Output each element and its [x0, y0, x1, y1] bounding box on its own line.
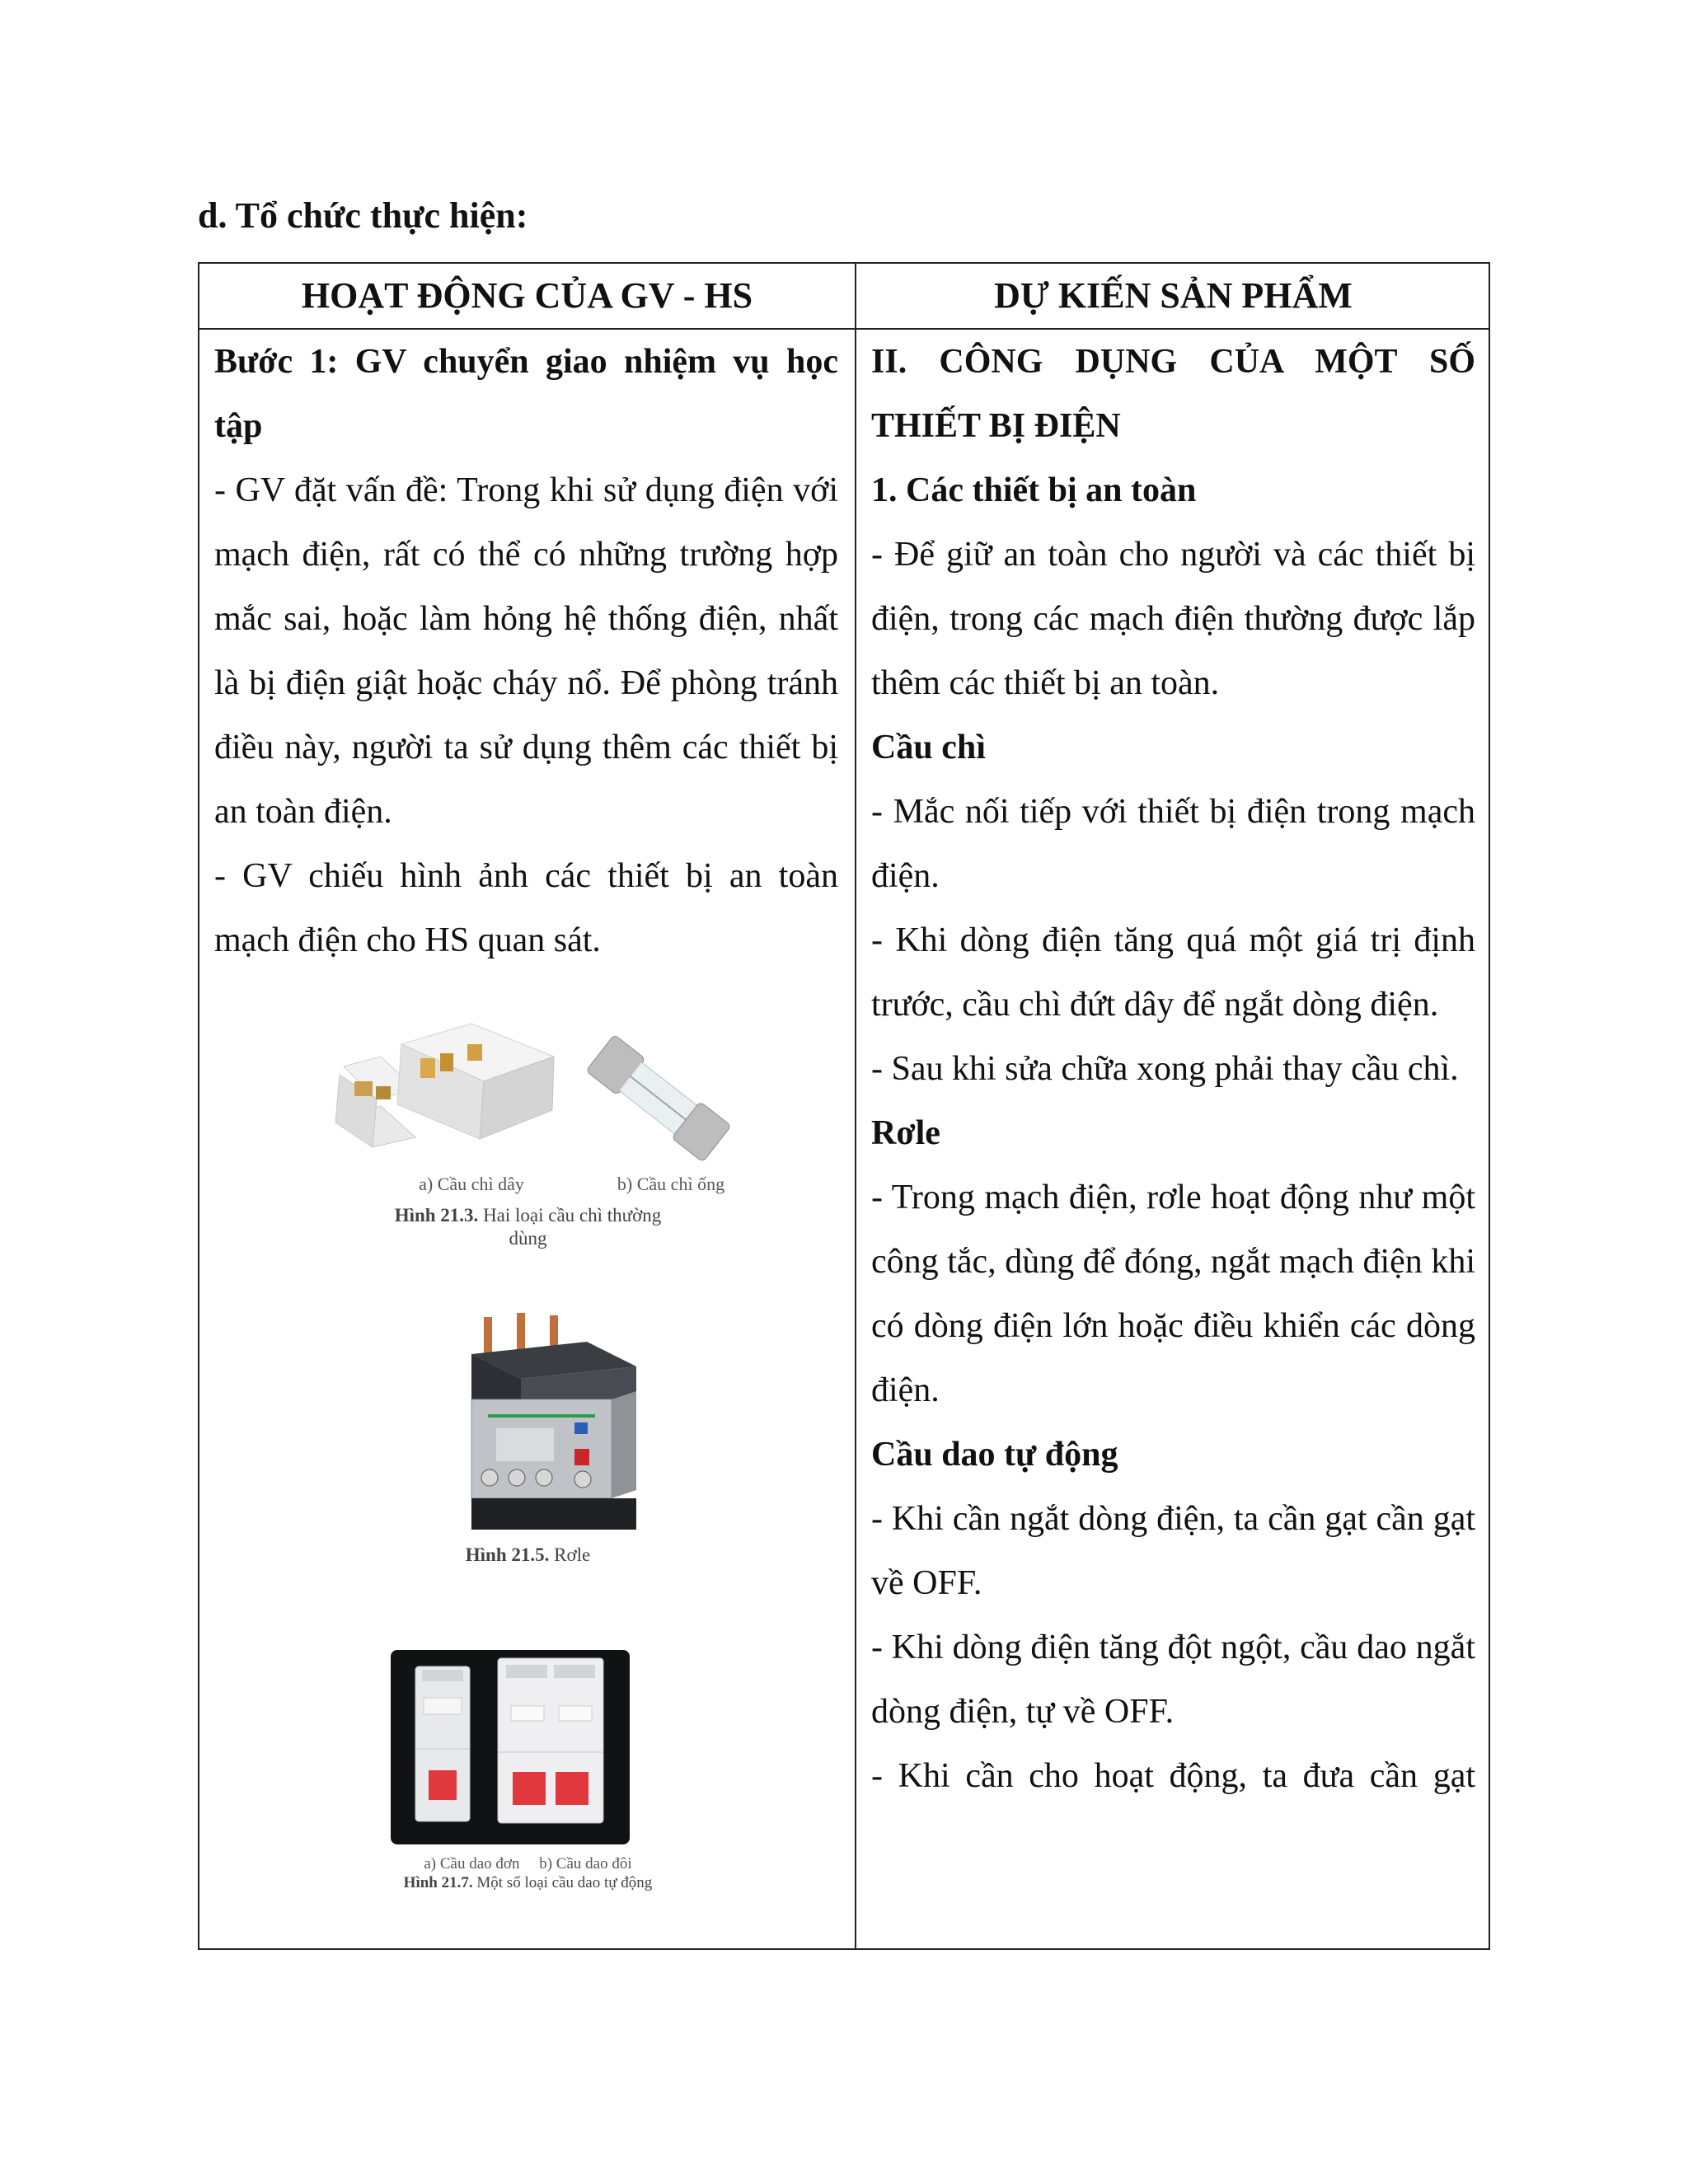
breaker-title: Cầu dao tự động [871, 1436, 1118, 1474]
fig1-caption-text: Hai loại cầu chì thường dùng [483, 1205, 662, 1249]
fuse-text-3: - Sau khi sửa chữa xong phải thay cầu chì. [871, 1050, 1459, 1088]
fig1-caption-number: Hình 21.3. [394, 1205, 479, 1226]
show-images-instruction: - GV chiếu hình ảnh các thiết bị an toàn mạch điện cho HS quan sát. [214, 857, 838, 959]
fig1-caption [392, 1204, 664, 1249]
fig1-label-b: b) Cầu chì ống [617, 1174, 725, 1194]
left-column [214, 330, 838, 972]
header-teacher-student-activity: HOẠT ĐỘNG CỦA GV - HS [301, 275, 753, 316]
fuse-text-2: - Khi dòng điện tăng quá một giá trị định trước, cầu chì đứt dây để ngắt dòng điện. [871, 921, 1475, 1024]
cartridge-fuse-icon [586, 1034, 731, 1162]
step-title-line2: tập [214, 407, 263, 445]
fig2-caption-text: Rơle [554, 1544, 591, 1565]
fig3-caption [199, 1874, 856, 1893]
circuit-breakers-image [199, 1648, 856, 1846]
breaker-text-2: - Khi dòng điện tăng đột ngột, cầu dao ngắt dòng điện, tự về OFF. [871, 1629, 1475, 1731]
relay-icon [471, 1313, 636, 1530]
right-column [871, 330, 1475, 1808]
fig3-label-b: b) Cầu dao đôi [539, 1855, 632, 1872]
fig2-caption [199, 1544, 856, 1567]
activity-table [198, 262, 1490, 1950]
wire-fuse-icon [335, 1024, 554, 1147]
step-title-line1: Bước 1: GV chuyển giao nhiệm vụ học [214, 343, 838, 381]
breaker-text-3: - Khi cần cho hoạt động, ta đưa cần gạt [871, 1757, 1475, 1795]
fig2-caption-number: Hình 21.5. [465, 1544, 550, 1565]
relay-image [199, 1309, 856, 1533]
breaker-text-1: - Khi cần ngắt dòng điện, ta cần gạt cần gạt về OFF. [871, 1500, 1475, 1602]
subsection-safety-devices: 1. Các thiết bị an toàn [871, 471, 1197, 509]
double-breaker-icon [498, 1658, 603, 1823]
fig3-caption-number: Hình 21.7. [403, 1873, 473, 1891]
fig3-label-a: a) Cầu dao đơn [424, 1855, 520, 1872]
section-title-line1: II. CÔNG DỤNG CỦA MỘT SỐ [871, 343, 1475, 381]
section-heading: d. Tổ chức thực hiện: [198, 195, 528, 236]
figure-relay [199, 1309, 856, 1564]
safety-devices-text: - Để giữ an toàn cho người và các thiết bị điện, trong các mạch điện thường được lắp thêm các thiết bị an toàn. [871, 536, 1475, 702]
header-expected-product: DỰ KIẾN SẢN PHẨM [994, 275, 1353, 316]
fuse-text-1: - Mắc nối tiếp với thiết bị điện trong mạch điện. [871, 793, 1475, 895]
relay-text: - Trong mạch điện, rơle hoạt động như một công tắc, dùng để đóng, ngắt mạch điện khi có dòng điện lớn hoặc điều khiển các dòng điện. [871, 1179, 1475, 1409]
section-title-line2: THIẾT BỊ ĐIỆN [871, 407, 1121, 445]
fig3-caption-text: Một số loại cầu dao tự động [476, 1873, 653, 1891]
relay-title: Rơle [871, 1114, 940, 1152]
figure-circuit-breakers [199, 1648, 856, 1920]
fig3-labels [199, 1855, 856, 1874]
fig1-label-a: a) Cầu chì dây [419, 1174, 524, 1194]
single-breaker-icon [415, 1666, 470, 1821]
problem-statement: - GV đặt vấn đề: Trong khi sử dụng điện với mạch điện, rất có thể có những trường hợp mắc sai, hoặc làm hỏng hệ thống điện, nhất là bị điện giật hoặc cháy nổ. Để phòng tránh điều này, người ta sử dụng thêm các thiết bị an toàn điện. [214, 471, 838, 831]
fuse-title: Cầu chì [871, 729, 986, 766]
fuses-image [199, 999, 856, 1197]
figure-fuses [199, 999, 856, 1249]
